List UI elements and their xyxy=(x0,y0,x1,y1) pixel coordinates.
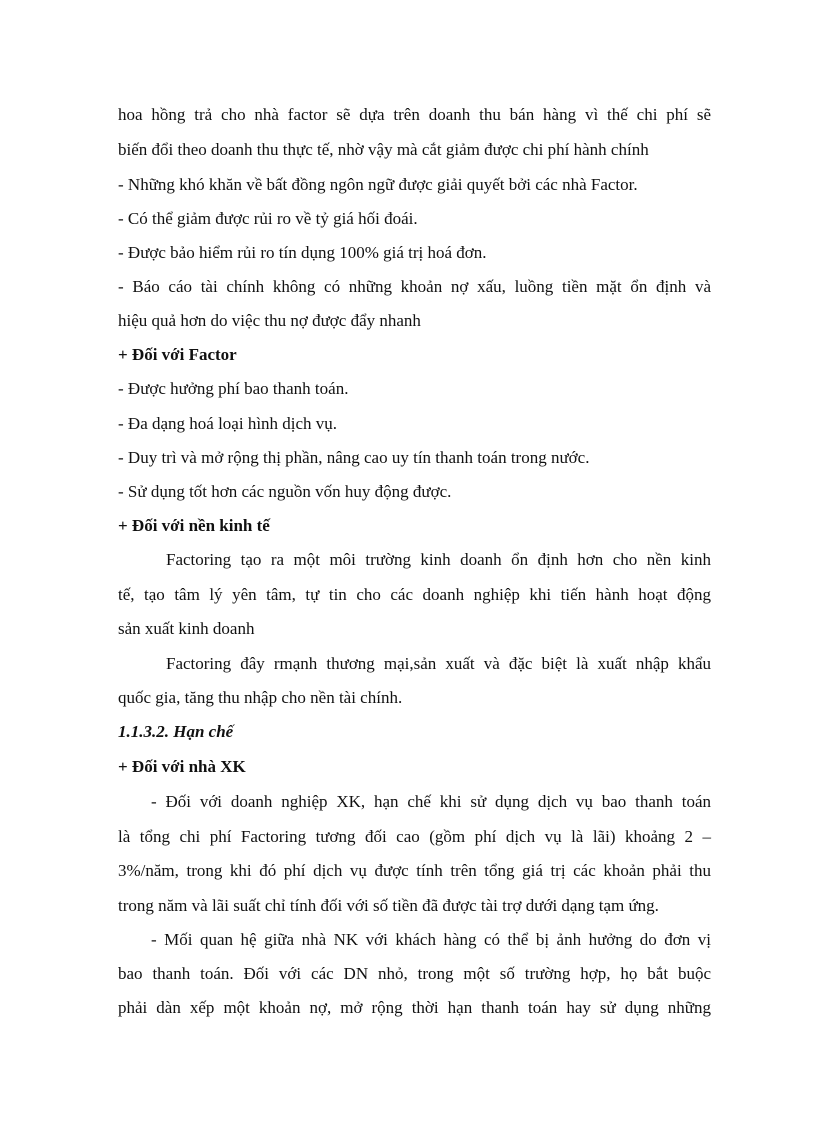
subheading-economy: + Đối với nền kinh tế xyxy=(118,516,270,535)
bullet-line: - Mối quan hệ giữa nhà NK với khách hàng có thể bị ảnh hưởng do đơn vị xyxy=(151,930,711,949)
text-line: phải dàn xếp một khoản nợ, mở rộng thời hạn thanh toán hay sử dụng những xyxy=(118,998,711,1017)
subheading-exporter: + Đối với nhà XK xyxy=(118,757,246,776)
section-heading: 1.1.3.2. Hạn chế xyxy=(118,722,234,741)
text-line: Factoring tạo ra một môi trường kinh doanh ổn định hơn cho nền kinh xyxy=(166,550,711,569)
text-line: sản xuất kinh doanh xyxy=(118,619,255,638)
bullet-line: - Được hưởng phí bao thanh toán. xyxy=(118,379,349,398)
text-line: là tổng chi phí Factoring tương đối cao (gồm phí dịch vụ là lãi) khoảng 2 – xyxy=(118,827,711,846)
text-line: quốc gia, tăng thu nhập cho nền tài chính. xyxy=(118,688,403,707)
bullet-line: - Báo cáo tài chính không có những khoản nợ xấu, luồng tiền mặt ổn định và xyxy=(118,277,711,296)
text-line: tế, tạo tâm lý yên tâm, tự tin cho các doanh nghiệp khi tiến hành hoạt động xyxy=(118,585,711,604)
text-line: bao thanh toán. Đối với các DN nhỏ, trong một số trường hợp, họ bắt buộc xyxy=(118,964,711,983)
bullet-line: - Duy trì và mở rộng thị phần, nâng cao uy tín thanh toán trong nước. xyxy=(118,448,590,467)
text-line: hoa hồng trả cho nhà factor sẽ dựa trên doanh thu bán hàng vì thế chi phí sẽ xyxy=(118,105,711,124)
text-line: hiệu quả hơn do việc thu nợ được đẩy nhanh xyxy=(118,311,421,330)
text-line: 3%/năm, trong khi đó phí dịch vụ được tính trên tổng giá trị các khoản phải thu xyxy=(118,861,711,880)
bullet-line: - Đa dạng hoá loại hình dịch vụ. xyxy=(118,414,338,433)
bullet-line: - Đối với doanh nghiệp XK, hạn chế khi sử dụng dịch vụ bao thanh toán xyxy=(151,792,711,811)
bullet-line: - Sử dụng tốt hơn các nguồn vốn huy động được. xyxy=(118,482,452,501)
bullet-line: - Được bảo hiểm rủi ro tín dụng 100% giá trị hoá đơn. xyxy=(118,243,487,262)
text-line: Factoring đây rmạnh thương mại,sản xuất và đặc biệt là xuất nhập khẩu xyxy=(166,654,711,673)
bullet-line: - Có thể giảm được rủi ro về tỷ giá hối đoái. xyxy=(118,209,418,228)
subheading-factor: + Đối với Factor xyxy=(118,345,237,364)
bullet-line: - Những khó khăn về bất đồng ngôn ngữ được giải quyết bởi các nhà Factor. xyxy=(118,175,638,194)
text-line: trong năm và lãi suất chỉ tính đối với số tiền đã được tài trợ dưới dạng tạm ứng. xyxy=(118,896,659,915)
text-line: biến đổi theo doanh thu thực tế, nhờ vậy mà cắt giảm được chi phí hành chính xyxy=(118,140,649,159)
